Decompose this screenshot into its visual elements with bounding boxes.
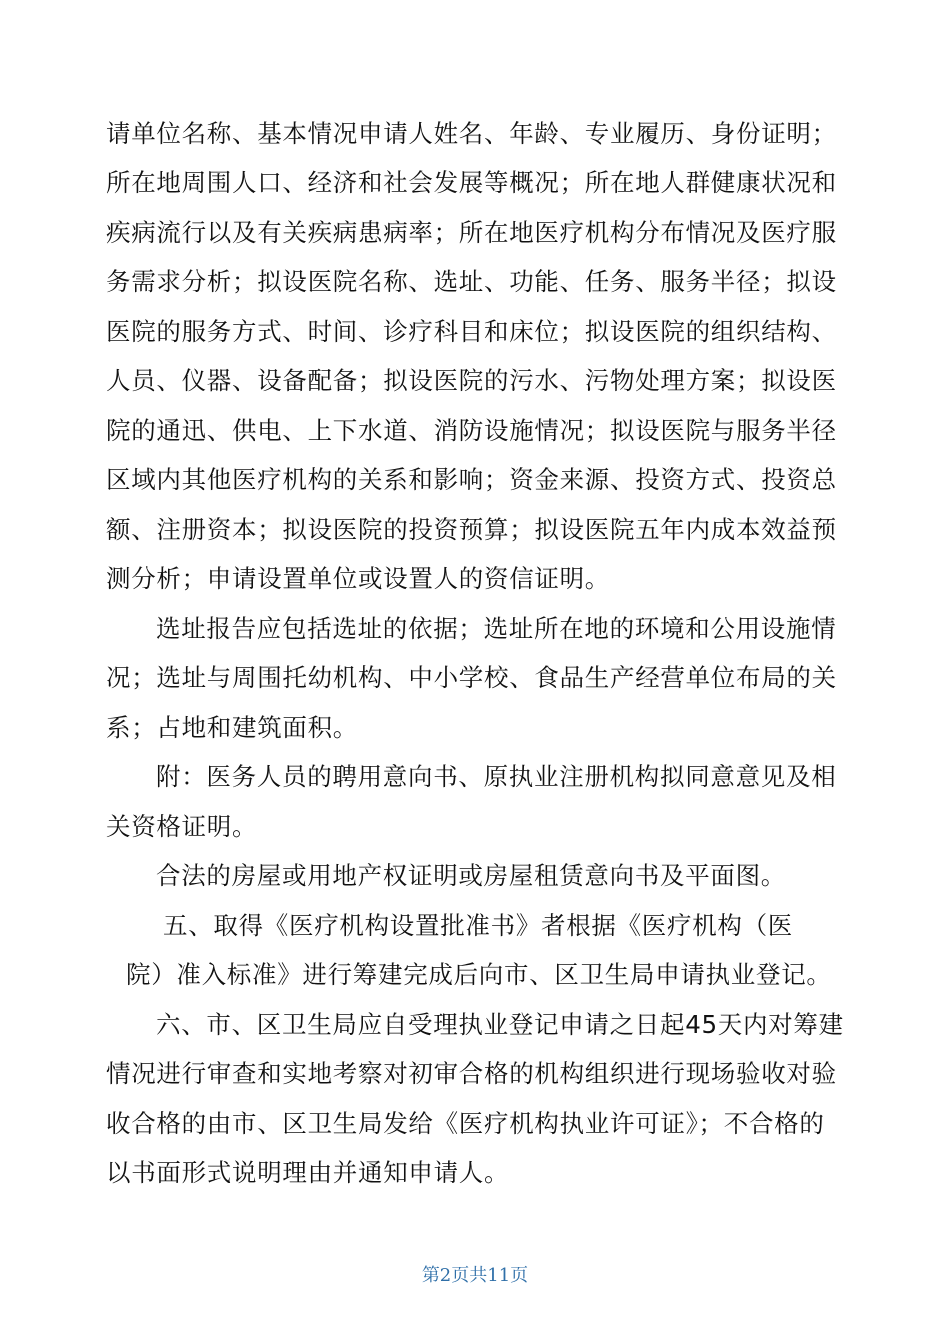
paragraph-first-line: 附：医务人员的聘用意向书、原执业注册机构拟同意意见及相 <box>156 762 837 791</box>
page-number-footer: 第2页共11页 <box>421 1265 529 1286</box>
body-line: 况；选址与周围托幼机构、中小学校、食品生产经营单位布局的关 <box>106 663 837 692</box>
body-line: 系；占地和建筑面积。 <box>106 713 358 742</box>
body-line: 院）准入标准》进行筹建完成后向市、区卫生局申请执业登记。 <box>126 960 832 989</box>
body-line: 务需求分析；拟设医院名称、选址、功能、任务、服务半径；拟设 <box>106 267 837 296</box>
body-line: 院的通迅、供电、上下水道、消防设施情况；拟设医院与服务半径 <box>106 416 837 445</box>
body-line: 请单位名称、基本情况申请人姓名、年龄、专业履历、身份证明； <box>106 119 837 148</box>
body-line: 额、注册资本；拟设医院的投资预算；拟设医院五年内成本效益预 <box>106 515 837 544</box>
body-line: 区域内其他医疗机构的关系和影响；资金来源、投资方式、投资总 <box>106 465 837 494</box>
body-line: 人员、仪器、设备配备；拟设医院的污水、污物处理方案；拟设医 <box>106 366 837 395</box>
body-line: 医院的服务方式、时间、诊疗科目和床位；拟设医院的组织结构、 <box>106 317 837 346</box>
body-line: 收合格的由市、区卫生局发给《医疗机构执业许可证》；不合格的 <box>106 1109 825 1138</box>
body-line: 测分析；申请设置单位或设置人的资信证明。 <box>106 564 610 593</box>
paragraph-first-line: 选址报告应包括选址的依据；选址所在地的环境和公用设施情 <box>156 614 837 643</box>
paragraph-first-line: 六、市、区卫生局应自受理执业登记申请之日起45天内对筹建 <box>156 1010 844 1039</box>
paragraph-first-line: 合法的房屋或用地产权证明或房屋租赁意向书及平面图。 <box>156 861 786 890</box>
body-line: 所在地周围人口、经济和社会发展等概况；所在地人群健康状况和 <box>106 168 837 197</box>
body-line: 以书面形式说明理由并通知申请人。 <box>106 1158 510 1187</box>
body-line: 疾病流行以及有关疾病患病率；所在地医疗机构分布情况及医疗服 <box>106 218 837 247</box>
body-line: 关资格证明。 <box>106 812 258 841</box>
body-line: 情况进行审查和实地考察对初审合格的机构组织进行现场验收对验 <box>106 1059 837 1088</box>
section-heading-line: 五、取得《医疗机构设置批准书》者根据《医疗机构（医 <box>163 911 793 940</box>
